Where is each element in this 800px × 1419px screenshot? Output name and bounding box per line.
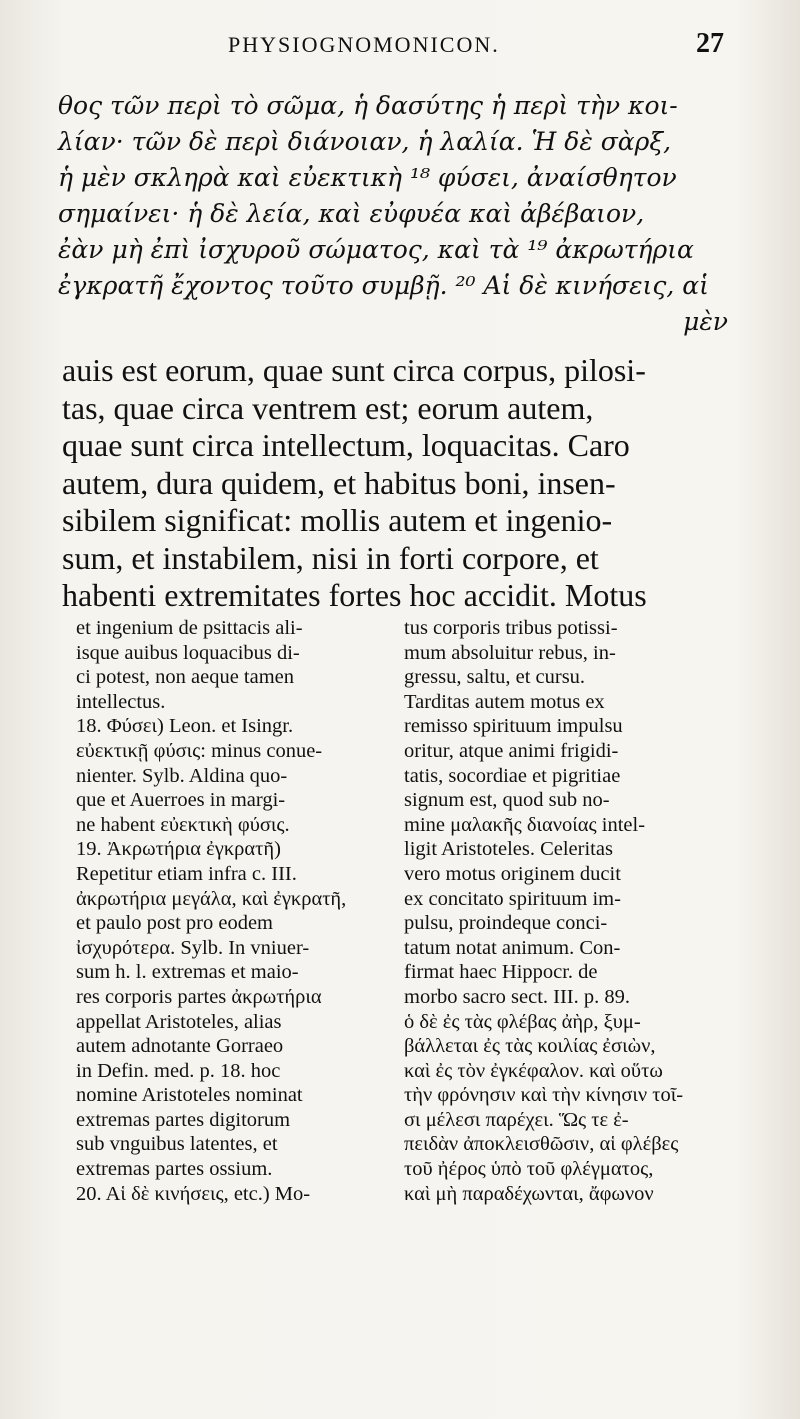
greek-line: λίαν· τῶν δὲ περὶ διάνοιαν, ἡ λαλία. Ἡ δὲ σὰρξ, [58,127,672,156]
note-line: mine μαλακῆς διανοίας intel- [404,813,646,836]
latin-line: tas, quae circa ventrem est; eorum autem, [62,389,594,426]
latin-line: sum, et instabilem, nisi in forti corpore, et [62,539,599,576]
note-line: βάλλεται ἐς τὰς κοιλίας ἐσιὼν, [404,1035,656,1058]
note-line: appellat Aristoteles, alias [76,1010,282,1033]
note-line: ne habent εὐεκτικὴ φύσις. [76,813,290,836]
footnotes-right-column [404,616,738,1206]
note-line: τοῦ ἠέρος ὑπὸ τοῦ φλέγματος, [404,1158,654,1181]
note-line: morbo sacro sect. III. p. 89. [404,985,631,1008]
latin-translation [62,352,742,615]
greek-line: θος τῶν περὶ τὸ σῶμα, ἡ δασύτης ἡ περὶ τὴν κοι- [58,91,678,120]
note-line: que et Auerroes in margi- [76,789,286,812]
greek-line: ἐγκρατῆ ἔχοντος τοῦτο συμβῇ. ²⁰ Αἱ δὲ κινήσεις, αἱ [58,271,709,300]
footnotes-left-column [76,616,401,1206]
note-line: signum est, quod sub no- [404,789,610,812]
note-line: ἰσχυρότερα. Sylb. In vniuer- [76,936,310,959]
note-line: 20. Αἱ δὲ κινήσεις, etc.) Mo- [76,1182,311,1205]
latin-line: habenti extremitates fortes hoc accidit. Motus [62,577,647,613]
note-line: tatis, socordiae et pigritiae [404,764,621,787]
greek-line: ἐὰν μὴ ἐπὶ ἰσχυροῦ σώματος, καὶ τὰ ¹⁹ ἀκρωτήρια [58,235,694,264]
note-line: oritur, atque animi frigidi- [404,739,619,762]
greek-main-text [58,88,748,340]
latin-line: autem, dura quidem, et habitus boni, insen- [62,464,616,501]
note-line: vero motus originem ducit [404,862,621,885]
note-line: tus corporis tribus potissi- [404,617,618,639]
note-line: καὶ μὴ παραδέχωνται, ἄφωνον [404,1182,654,1205]
running-title: PHYSIOGNOMONICON. [228,32,500,57]
note-line: καὶ ἐς τὸν ἐγκέφαλον. καὶ οὕτω [404,1059,663,1082]
note-line: firmat haec Hippocr. de [404,961,598,984]
note-line: remisso spirituum impulsu [404,715,623,738]
note-line: sub vnguibus latentes, et [76,1133,278,1156]
page-number: 27 [696,28,724,59]
note-line: tatum notat animum. Con- [404,936,621,959]
greek-line: σημαίνει· ἡ δὲ λεία, καὶ εὐφυέα καὶ ἀβέβαιον, [58,199,645,228]
note-line: 19. Ἀκρωτήρια ἐγκρατῆ) [76,838,281,861]
latin-line: sibilem significat: mollis autem et ingenio- [62,502,613,538]
note-line: gressu, saltu, et cursu. [404,666,586,689]
note-line: et ingenium de psittacis ali- [76,617,303,639]
note-line: intellectus. [76,690,166,713]
note-line: nienter. Sylb. Aldina quo- [76,764,288,787]
greek-line: ἡ μὲν σκληρὰ καὶ εὐεκτικὴ ¹⁸ φύσει, ἀναίσθητον [58,163,677,192]
note-line: et paulo post pro eodem [76,912,273,935]
note-line: mum absoluitur rebus, in- [404,641,616,664]
note-line: ex concitato spirituum im- [404,887,621,910]
page-header [0,28,800,68]
catchword: μὲν [683,307,728,336]
note-line: pulsu, proindeque conci- [404,912,608,935]
note-line: nomine Aristoteles nominat [76,1084,303,1107]
note-line: extremas partes digitorum [76,1108,291,1131]
note-line: ligit Aristoteles. Celeritas [404,838,613,861]
note-line: πειδὰν ἀποκλεισθῶσιν, αἱ φλέβες [404,1133,679,1156]
note-line: extremas partes ossium. [76,1158,273,1181]
note-line: isque auibus loquacibus di- [76,641,300,664]
note-line: Repetitur etiam infra c. III. [76,862,297,885]
note-line: τὴν φρόνησιν καὶ τὴν κίνησιν τοῖ- [404,1084,684,1107]
note-line: sum h. l. extremas et maio- [76,961,299,984]
note-line: σι μέλεσι παρέχει. Ὥς τε ἐ- [404,1108,629,1131]
note-line: ἀκρωτήρια μεγάλα, καὶ ἐγκρατῆ, [76,887,347,910]
note-line: Tarditas autem motus ex [404,690,605,713]
note-line: 18. Φύσει) Leon. et Isingr. [76,715,294,738]
note-line: in Defin. med. p. 18. hoc [76,1059,281,1082]
latin-line: auis est eorum, quae sunt circa corpus, pilosi- [62,352,646,388]
note-line: ὁ δὲ ἐς τὰς φλέβας ἀὴρ, ξυμ- [404,1010,641,1033]
note-line: εὐεκτικῇ φύσις: minus conue- [76,739,323,762]
note-line: autem adnotante Gorraeo [76,1035,284,1058]
note-line: ci potest, non aeque tamen [76,666,295,689]
latin-line: quae sunt circa intellectum, loquacitas. Caro [62,427,630,463]
note-line: res corporis partes ἀκρωτήρια [76,985,322,1008]
